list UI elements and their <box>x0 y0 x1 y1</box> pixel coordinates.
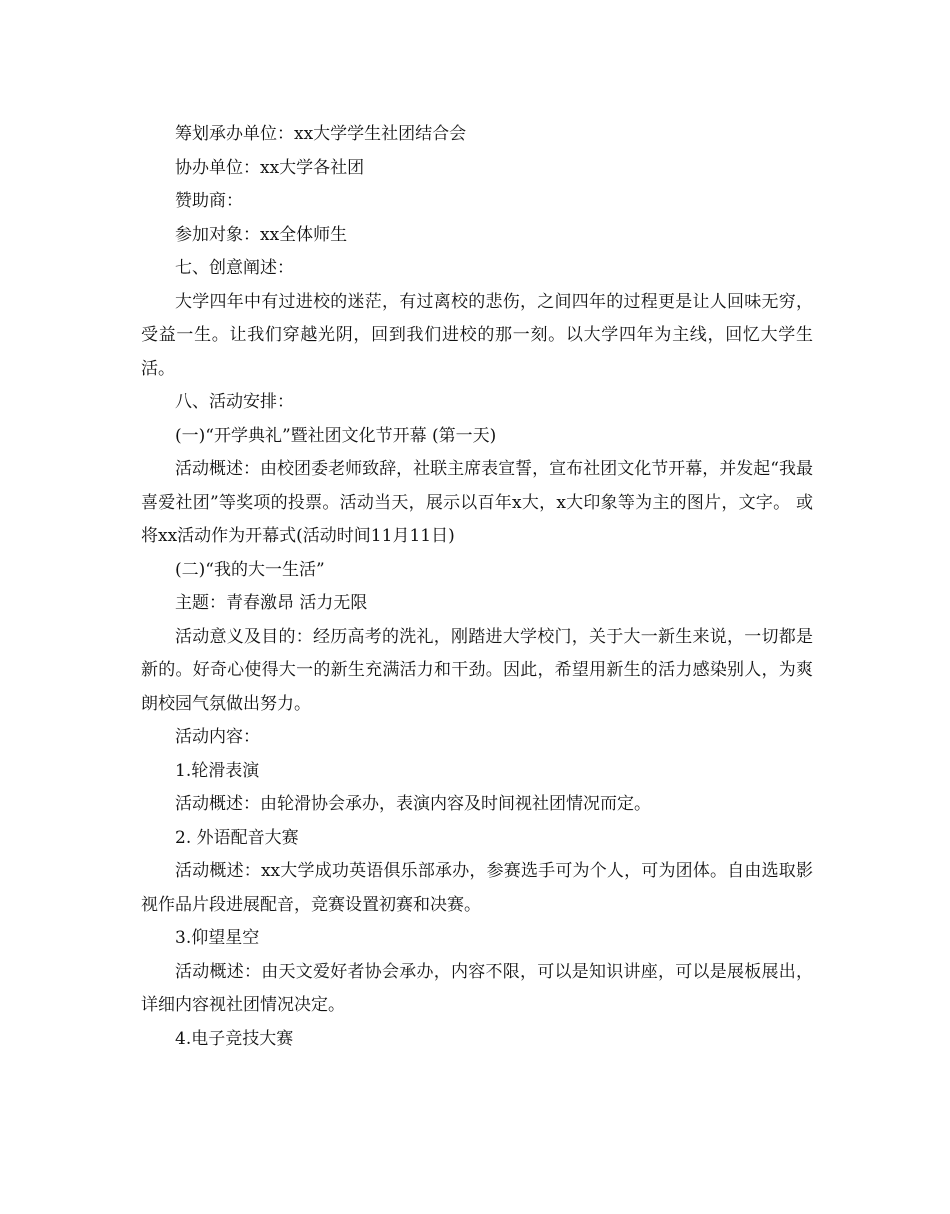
subheading-freshman-life: (二)“我的大一生活” <box>175 559 325 580</box>
document-page <box>141 118 813 1056</box>
purpose-paragraph: 活动意义及目的：经历高考的洗礼，刚踏进大学校门，关于大一新生来说，一切都是新的。好奇心使得大一的新生充满活力和干劲。因此，希望用新生的活力感染别人，为爽朗校园气氛做出努力。 <box>141 626 813 714</box>
theme-line: 主题：青春激昂 活力无限 <box>175 593 368 613</box>
item-stargazing: 3.仰望星空 <box>175 928 260 948</box>
activity-content-heading: 活动内容： <box>175 727 260 747</box>
co-organizer-line: 协办单位：xx大学各社团 <box>175 157 365 178</box>
creative-description: 大学四年中有过进校的迷茫，有过离校的悲伤，之间四年的过程更是让人回味无穷，受益一生。让我们穿越光阴，回到我们进校的那一刻。以大学四年为主线，回忆大学生活。 <box>141 291 813 379</box>
section-heading-schedule: 八、活动安排： <box>175 392 294 412</box>
item-dubbing-contest: 2. 外语配音大赛 <box>175 827 299 848</box>
item-roller-skating: 1.轮滑表演 <box>175 760 260 781</box>
participants-line: 参加对象：xx全体师生 <box>175 224 348 245</box>
stargazing-overview: 活动概述：由天文爱好者协会承办，内容不限，可以是知识讲座，可以是展板展出，详细内容视社团情况决定。 <box>141 961 813 1015</box>
roller-skating-overview: 活动概述：由轮滑协会承办，表演内容及时间视社团情况而定。 <box>175 794 651 814</box>
section-heading-creative: 七、创意阐述： <box>175 258 294 278</box>
organizer-line: 筹划承办单位：xx大学学生社团结合会 <box>175 124 467 144</box>
opening-ceremony-overview: 活动概述：由校团委老师致辞，社联主席表宣誓，宣布社团文化节开幕，并发起“我最喜爱社团”等奖项的投票。活动当天，展示以百年x大，x大印象等为主的图片，文字。 或将xx活动作为开幕式(活动时间11月11日) <box>141 459 813 546</box>
dubbing-contest-overview: 活动概述：xx大学成功英语俱乐部承办，参赛选手可为个人，可为团体。自由选取影视作品片段进展配音，竞赛设置初赛和决赛。 <box>141 861 813 915</box>
item-esports-contest: 4.电子竞技大赛 <box>175 1028 294 1049</box>
subheading-opening-ceremony: (一)“开学典礼”暨社团文化节开幕 (第一天) <box>175 425 497 446</box>
sponsor-line: 赞助商： <box>175 191 243 211</box>
